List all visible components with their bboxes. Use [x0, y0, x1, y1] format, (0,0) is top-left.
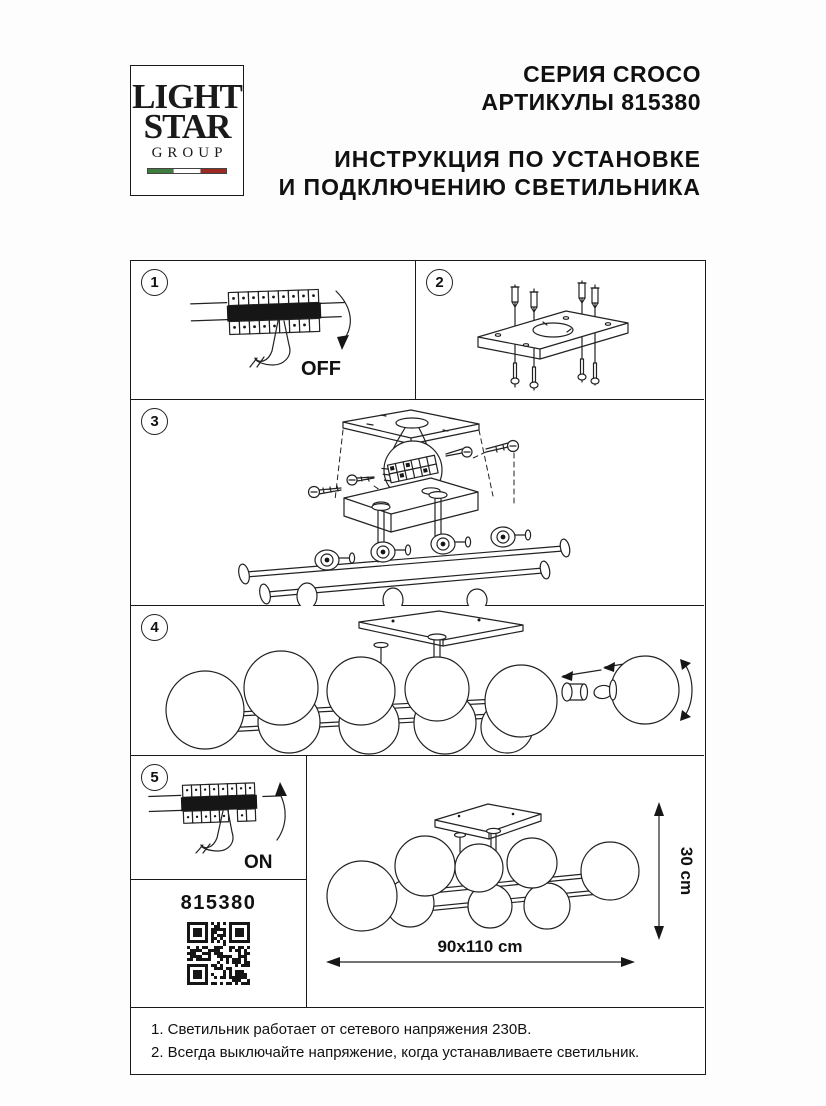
step-4-panel: [131, 606, 704, 756]
article-qr-panel: [131, 880, 307, 1008]
glass-globe-icon: [327, 836, 639, 931]
instruction-grid: [130, 260, 706, 1075]
italian-flag-icon: [147, 168, 227, 174]
arrow-down-icon: [336, 291, 350, 350]
logo-light: LIGHT: [132, 77, 242, 116]
width-dimension: [326, 937, 635, 967]
article-number: 815380: [180, 892, 257, 914]
width-label: 90x110 cm: [437, 937, 523, 956]
page-title: [481, 60, 701, 116]
off-label: OFF: [301, 358, 341, 380]
article-title: АРТИКУЛЫ 815380: [481, 89, 701, 115]
canopy-box-icon: [344, 478, 478, 532]
breaker-strip-icon: [180, 783, 257, 824]
screw-icon: [511, 359, 599, 388]
ceiling-plate-icon: [343, 410, 479, 444]
arrow-up-icon: [275, 782, 287, 840]
height-label: 30 cm: [677, 846, 696, 896]
mounting-plate-illustration: [416, 261, 704, 400]
mounting-plate-icon: [478, 311, 628, 359]
step-3-panel: [131, 400, 704, 606]
fixture-frame-icon: [237, 538, 571, 605]
detached-globe-icon: [610, 656, 680, 724]
glass-globe-icon: [166, 651, 557, 754]
flag-red-stripe: [201, 169, 226, 173]
instruction-line-1: ИНСТРУКЦИЯ ПО УСТАНОВКЕ: [334, 146, 701, 172]
flag-green-stripe: [148, 169, 173, 173]
step-3-badge: 3: [141, 408, 168, 435]
globe-installation-illustration: [131, 606, 704, 756]
instruction-title: [279, 145, 701, 201]
dimensions-panel: [307, 756, 704, 1008]
step-1-badge: 1: [141, 269, 168, 296]
step-2-panel: [416, 261, 704, 400]
assembled-fixture-illustration: [307, 756, 704, 1008]
step-5-panel: [131, 756, 307, 880]
step-5-badge: 5: [141, 764, 168, 791]
step-2-badge: 2: [426, 269, 453, 296]
ceiling-plate-icon: [435, 804, 541, 839]
ceiling-plate-icon: [359, 611, 523, 646]
flag-white-stripe: [173, 169, 200, 173]
step-1-panel: [131, 261, 416, 400]
series-title: СЕРИЯ CROCO: [523, 61, 701, 87]
bulb-socket-icon: [562, 683, 588, 701]
note-2: 2. Всегда выключайте напряжение, когда устанавливаете светильник.: [151, 1044, 640, 1061]
wall-anchor-icon: [511, 283, 599, 312]
qr-code: [187, 922, 250, 985]
instruction-line-2: И ПОДКЛЮЧЕНИЮ СВЕТИЛЬНИКА: [278, 174, 701, 200]
step-4-badge: 4: [141, 614, 168, 641]
logo-group: GROUP: [151, 145, 228, 161]
breaker-off-illustration: [131, 261, 416, 400]
lightstar-logo: [130, 65, 244, 196]
logo-star: STAR: [143, 107, 231, 146]
note-1: 1. Светильник работает от сетевого напряжения 230В.: [151, 1021, 532, 1038]
canopy-assembly-illustration: [131, 400, 704, 606]
breaker-strip-icon: [226, 289, 321, 334]
rotate-arrow-icon: [680, 659, 692, 721]
on-label: ON: [244, 852, 273, 873]
height-dimension: [654, 802, 696, 940]
safety-notes: [131, 1008, 704, 1073]
